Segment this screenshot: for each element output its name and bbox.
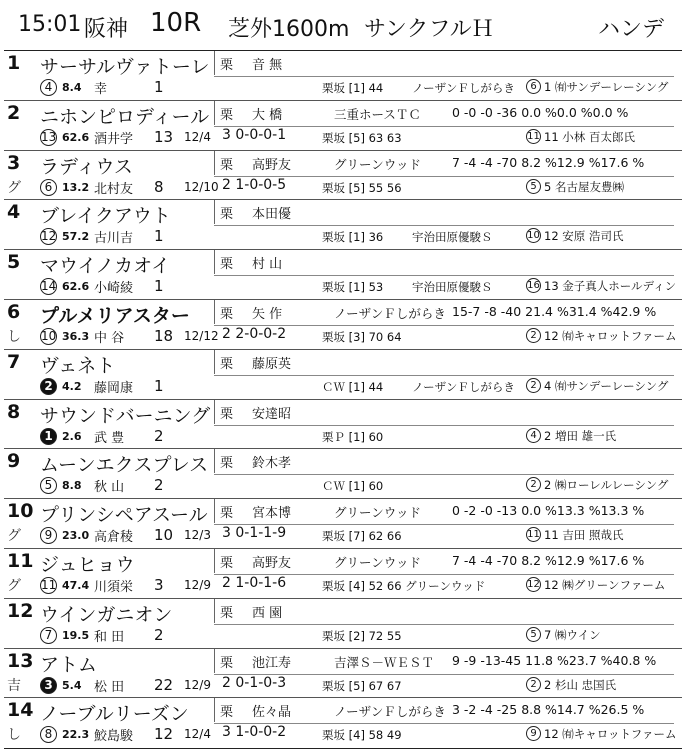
last-race-date: 12/9 (184, 578, 211, 592)
trainer-name: 鈴木孝 (252, 456, 292, 472)
horse-mark: 吉 (7, 677, 21, 694)
horse-number: 11 (7, 550, 34, 572)
owner-badge: 2 (526, 328, 541, 343)
jockey-name: 中 谷 (94, 331, 125, 346)
training-course: 栗坂 [3] 70 64 (322, 330, 402, 344)
run-count: 8 (154, 177, 164, 196)
training-course: 栗坂 [4] 52 66 グリーンウッド (322, 579, 486, 593)
training-course: 栗坂 [2] 72 55 (322, 628, 402, 643)
race-name: サンクフルＨ (364, 17, 494, 42)
stable-location: 栗 (220, 58, 234, 73)
owner-badge: 11 (527, 130, 540, 142)
horse-row (4, 549, 682, 599)
last-race-date: 12/4 (184, 727, 211, 742)
odds-value: 5.4 (62, 678, 82, 692)
training-farm: 宇治田原優駿Ｓ (412, 230, 493, 245)
stable-location: 栗 (220, 605, 234, 621)
training-course: 栗坂 [1] 36 (322, 230, 384, 245)
column-divider (214, 300, 215, 324)
stable-location: 栗 (220, 307, 234, 322)
race-venue: 阪神 (84, 17, 129, 42)
last-race-date: 12/12 (184, 329, 219, 343)
farm-name: ノーザンＦしがらき (334, 306, 446, 321)
horse-row (4, 400, 682, 450)
race-record: 2 0-1-0-3 (222, 674, 287, 691)
trainer-name: 佐々晶 (252, 705, 292, 721)
horse-name: ヴェネト (40, 354, 116, 377)
jockey-name: 小崎綾 (94, 281, 134, 297)
owner-badge: 11 (527, 529, 540, 541)
owner-name: 2 増田 雄一氏 (544, 428, 617, 443)
race-course: 芝外1600m (228, 17, 350, 42)
horse-name: ラディウス (40, 155, 133, 178)
jockey-name: 川須栄 (94, 580, 134, 595)
column-divider (214, 200, 215, 224)
column-divider (214, 649, 215, 673)
popularity-badge: 10 (41, 329, 57, 343)
horse-number: 2 (7, 101, 21, 124)
training-course: ＣＷ [1] 44 (322, 379, 384, 394)
horse-name: ムーンエクスプレス (40, 454, 209, 477)
owner-badge: 2 (526, 677, 541, 692)
training-course: 栗坂 [5] 63 63 (322, 130, 402, 145)
run-count: 13 (154, 127, 174, 146)
run-count: 22 (154, 675, 174, 694)
horse-number: 5 (7, 251, 21, 274)
column-divider (214, 51, 215, 75)
horse-row (4, 499, 682, 549)
owner-name: 12 ㈲キャロットファーム (544, 727, 677, 742)
odds-value: 23.0 (62, 529, 90, 543)
training-course: 栗坂 [1] 44 (322, 81, 384, 95)
row-divider (214, 76, 674, 77)
training-course: 栗坂 [5] 67 67 (322, 678, 402, 693)
last-race-date: 12/9 (184, 677, 211, 692)
row-divider (214, 425, 674, 426)
farm-name: グリーンウッド (334, 505, 422, 521)
horse-number: 6 (7, 301, 21, 323)
column-divider (214, 449, 215, 473)
row-divider (214, 375, 674, 376)
row-divider (214, 474, 674, 475)
race-number: 10R (150, 8, 202, 38)
stable-location: 栗 (220, 107, 234, 123)
training-course: 栗Ｐ [1] 60 (322, 429, 384, 444)
horse-row (4, 300, 682, 350)
column-divider (214, 698, 215, 722)
training-farm: ノーザンＦしがらき (412, 379, 515, 394)
trainer-name: 池江寿 (252, 655, 292, 671)
owner-name: 12 ㈲キャロットファーム (544, 329, 677, 343)
farm-name: ノーザンＦしがらき (334, 704, 446, 720)
jockey-name: 藤岡康 (94, 380, 134, 396)
odds-value: 22.3 (62, 728, 90, 742)
trainer-name: 本田優 (252, 207, 292, 223)
jockey-name: 和 田 (94, 629, 125, 645)
horse-name: アトム (40, 653, 98, 676)
owner-badge: 5 (526, 179, 541, 194)
column-divider (214, 250, 215, 274)
row-divider (214, 225, 674, 226)
jockey-name: 松 田 (94, 679, 125, 695)
trainer-name: 宮本博 (252, 506, 292, 522)
owner-badge: 4 (526, 428, 541, 443)
owner-name: 11 吉田 照哉氏 (544, 528, 624, 543)
trainer-name: 矢 作 (252, 307, 283, 322)
trainer-stats: 15-7 -8 -40 21.4 %31.4 %42.9 % (452, 304, 657, 319)
trainer-name: 藤原英 (252, 356, 292, 372)
popularity-badge: 13 (41, 129, 57, 144)
stable-location: 栗 (220, 207, 234, 223)
last-race-date: 12/3 (184, 528, 211, 543)
horse-name: マウイノカオイ (40, 255, 171, 278)
stable-location: 栗 (220, 356, 234, 372)
odds-value: 62.6 (62, 130, 90, 144)
stable-location: 栗 (220, 257, 234, 273)
horse-name: ジュヒョウ (40, 554, 135, 576)
farm-name: 三重ホースＴＣ (334, 106, 421, 122)
horse-row (4, 250, 682, 300)
run-count: 2 (154, 625, 164, 644)
owner-name: 12 ㈱グリーンファーム (544, 578, 666, 592)
owner-badge: 2 (526, 477, 541, 492)
jockey-name: 鮫島駿 (94, 729, 134, 745)
popularity-badge: 7 (40, 627, 57, 644)
stable-location: 栗 (220, 406, 234, 422)
column-divider (214, 499, 215, 523)
last-race-date: 12/4 (184, 129, 211, 144)
jockey-name: 幸 (94, 82, 108, 97)
training-course: 栗坂 [4] 58 49 (322, 728, 402, 743)
owner-badge: 6 (526, 79, 541, 94)
trainer-stats: 3 -2 -4 -25 8.8 %14.7 %26.5 % (452, 702, 645, 718)
trainer-name: 大 橋 (252, 107, 283, 123)
race-header (0, 0, 687, 50)
odds-value: 8.8 (62, 479, 82, 493)
horse-mark: グ (7, 578, 21, 594)
entry-table (4, 50, 682, 749)
trainer-name: 村 山 (252, 257, 283, 273)
owner-badge: 12 (527, 579, 540, 590)
stable-location: 栗 (220, 506, 234, 522)
training-course: 栗坂 [5] 55 56 (322, 180, 402, 195)
popularity-badge: 11 (41, 578, 57, 592)
jockey-name: 高倉稜 (94, 530, 134, 546)
horse-name: ウインガニオン (40, 603, 173, 626)
horse-number: 4 (7, 201, 21, 224)
popularity-badge: 14 (41, 279, 57, 294)
odds-value: 2.6 (62, 429, 82, 443)
training-course: ＣＷ [1] 60 (322, 479, 384, 494)
horse-number: 14 (7, 699, 34, 722)
race-record: 2 1-0-1-6 (222, 575, 287, 591)
horse-row (4, 599, 682, 649)
race-record: 2 2-0-0-2 (222, 326, 287, 342)
horse-name: ノーブルリーズン (40, 703, 189, 726)
owner-badge: 2 (526, 378, 541, 393)
trainer-name: 高野友 (252, 556, 292, 571)
horse-mark: グ (7, 179, 21, 196)
column-divider (214, 101, 215, 125)
run-count: 1 (154, 376, 164, 395)
last-race-date: 12/10 (184, 179, 219, 194)
popularity-badge: 1 (40, 428, 57, 445)
popularity-badge: 2 (40, 378, 57, 395)
owner-name: 2 ㈱ローレルレーシング (544, 478, 669, 493)
training-course: 栗坂 [1] 53 (322, 280, 384, 295)
popularity-badge: 3 (40, 677, 57, 694)
horse-name: ブレイクアウト (40, 205, 171, 228)
horse-mark: し (7, 727, 21, 744)
odds-value: 47.4 (62, 579, 90, 592)
popularity-badge: 4 (40, 79, 57, 96)
horse-name: プルメリアスター (40, 305, 190, 327)
farm-name: 吉澤Ｓ－ＷＥＳＴ (334, 654, 435, 670)
horse-number: 13 (7, 649, 34, 672)
owner-name: 7 ㈱ウイン (544, 627, 601, 642)
column-divider (214, 350, 215, 374)
stable-location: 栗 (220, 655, 234, 671)
horse-name: プリンシペアスール (40, 504, 208, 527)
row-divider (214, 624, 674, 625)
horse-row (4, 449, 682, 499)
trainer-stats: 7 -4 -4 -70 8.2 %12.9 %17.6 % (452, 154, 645, 170)
owner-name: 1 ㈲サンデーレーシング (544, 80, 669, 94)
trainer-stats: 0 -0 -0 -36 0.0 %0.0 %0.0 % (452, 104, 629, 120)
horse-name: ニホンピロディール (40, 105, 210, 128)
row-divider (214, 275, 674, 276)
stable-location: 栗 (220, 705, 234, 721)
trainer-stats: 0 -2 -0 -13 0.0 %13.3 %13.3 % (452, 503, 645, 519)
race-record: 3 0-1-1-9 (222, 525, 287, 542)
stable-location: 栗 (220, 556, 234, 571)
race-time: 15:01 (18, 12, 82, 37)
horse-number: 8 (7, 400, 21, 423)
jockey-name: 古川吉 (94, 231, 134, 247)
race-record: 3 1-0-0-2 (222, 724, 287, 741)
jockey-name: 秋 山 (94, 480, 125, 496)
horse-number: 7 (7, 350, 21, 373)
training-farm: ノーザンＦしがらき (412, 81, 515, 95)
horse-row (4, 200, 682, 250)
run-count: 2 (154, 426, 164, 445)
horse-number: 10 (7, 500, 34, 523)
owner-name: 12 安原 浩司氏 (544, 229, 624, 244)
trainer-name: 安達昭 (252, 406, 292, 422)
odds-value: 8.4 (62, 81, 82, 94)
horse-name: サウンドバーニング (40, 404, 211, 427)
run-count: 2 (154, 476, 164, 495)
training-course: 栗坂 [7] 62 66 (322, 529, 402, 544)
owner-badge: 5 (526, 627, 541, 642)
horse-number: 3 (7, 151, 21, 174)
horse-row (4, 649, 682, 699)
owner-name: 2 杉山 忠国氏 (544, 677, 617, 692)
race-type: ハンデ (598, 17, 665, 42)
horse-number: 9 (7, 450, 21, 473)
trainer-name: 西 園 (252, 605, 283, 621)
horse-row (4, 350, 682, 400)
trainer-stats: 9 -9 -13-45 11.8 %23.7 %40.8 % (452, 652, 657, 668)
jockey-name: 北村友 (94, 181, 134, 197)
owner-name: 11 小林 百太郎氏 (544, 129, 635, 144)
farm-name: グリーンウッド (334, 555, 422, 570)
odds-value: 4.2 (62, 379, 82, 393)
horse-row (4, 101, 682, 151)
horse-name: サーサルヴァトーレ (40, 56, 210, 78)
owner-badge: 9 (526, 726, 541, 741)
odds-value: 19.5 (62, 628, 90, 642)
popularity-badge: 9 (40, 527, 57, 544)
horse-number: 12 (7, 599, 34, 622)
race-record: 3 0-0-0-1 (222, 126, 287, 143)
stable-location: 栗 (220, 157, 234, 173)
run-count: 1 (154, 227, 164, 246)
race-record: 2 1-0-0-5 (222, 176, 287, 193)
horse-row (4, 151, 682, 201)
column-divider (214, 549, 215, 573)
popularity-badge: 8 (40, 726, 57, 743)
horse-row (4, 51, 682, 101)
owner-name: 13 金子真人ホールディン (544, 279, 677, 294)
run-count: 3 (154, 576, 164, 594)
trainer-stats: 7 -4 -4 -70 8.2 %12.9 %17.6 % (452, 553, 645, 568)
horse-mark: し (7, 329, 21, 345)
horse-number: 1 (7, 52, 21, 74)
run-count: 1 (154, 78, 164, 96)
popularity-badge: 12 (41, 229, 57, 244)
owner-badge: 10 (527, 230, 540, 242)
farm-name: グリーンウッド (334, 156, 422, 172)
stable-location: 栗 (220, 456, 234, 472)
odds-value: 13.2 (62, 180, 90, 194)
owner-name: 5 名古屋友豊㈱ (544, 179, 624, 194)
odds-value: 57.2 (62, 230, 90, 244)
run-count: 18 (154, 327, 174, 345)
owner-badge: 16 (527, 280, 540, 292)
odds-value: 36.3 (62, 330, 90, 343)
horse-row (4, 698, 682, 748)
column-divider (214, 151, 215, 175)
trainer-name: 高野友 (252, 157, 292, 173)
popularity-badge: 5 (40, 477, 57, 494)
jockey-name: 酒井学 (94, 131, 134, 147)
popularity-badge: 6 (40, 179, 57, 196)
run-count: 10 (154, 526, 174, 545)
run-count: 12 (154, 725, 174, 744)
training-farm: 宇治田原優駿Ｓ (412, 280, 493, 295)
horse-mark: グ (7, 528, 21, 545)
odds-value: 62.6 (62, 280, 90, 294)
column-divider (214, 400, 215, 424)
column-divider (214, 599, 215, 623)
jockey-name: 武 豊 (94, 430, 125, 446)
owner-name: 4 ㈲サンデーレーシング (544, 378, 669, 393)
trainer-name: 音 無 (252, 58, 283, 73)
run-count: 1 (154, 277, 164, 296)
